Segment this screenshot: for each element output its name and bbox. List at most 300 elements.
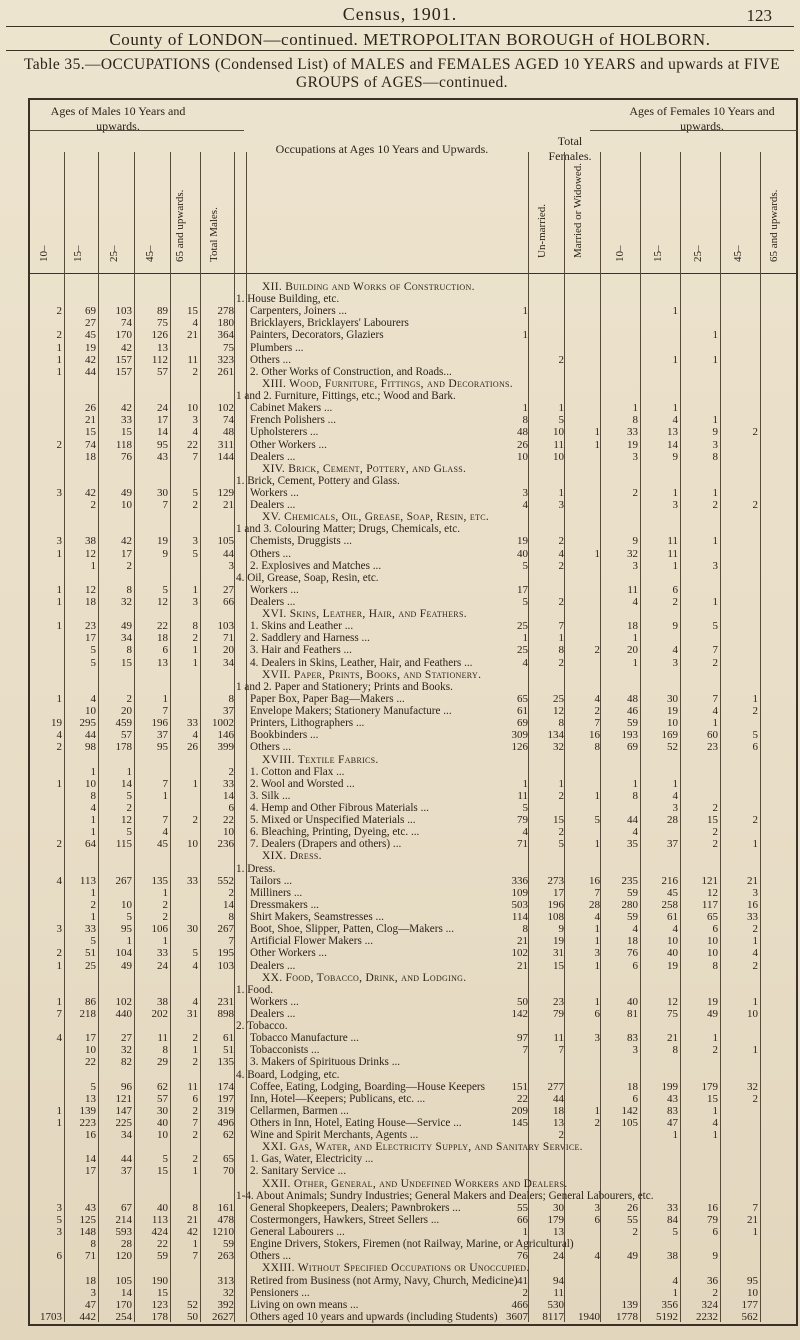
- female-count-cell: 1: [632, 777, 638, 790]
- occupation-label: Bookbinders ...: [250, 729, 319, 742]
- male-count-cell: 6: [56, 1250, 62, 1263]
- female-count-cell: 1: [752, 1044, 758, 1057]
- female-count-cell: 9: [632, 535, 638, 548]
- male-count-cell: 1: [192, 1238, 198, 1251]
- male-count-cell: 1: [192, 1165, 198, 1178]
- female-count-cell: 19: [627, 438, 638, 451]
- occupation-label: Shirt Makers, Seamstresses ...: [250, 911, 384, 924]
- female-count-cell: 235: [621, 874, 638, 887]
- female-count-cell: 2: [522, 1286, 528, 1299]
- male-count-cell: 25: [85, 959, 96, 972]
- female-count-cell: 2: [632, 486, 638, 499]
- female-count-cell: 41: [517, 1274, 528, 1287]
- male-count-cell: 552: [217, 874, 234, 887]
- female-count-cell: 1: [632, 656, 638, 669]
- female-count-cell: 13: [553, 1117, 564, 1130]
- female-count-cell: 530: [547, 1298, 564, 1311]
- male-count-cell: 197: [217, 1092, 234, 1105]
- female-count-cell: 5: [522, 559, 528, 572]
- female-count-cell: 5: [712, 620, 718, 633]
- male-count-cell: 20: [223, 644, 234, 657]
- female-count-cell: 3: [752, 886, 758, 899]
- male-count-cell: 4: [56, 1032, 62, 1045]
- female-count-cell: 7: [712, 692, 718, 705]
- male-count-cell: 11: [157, 1032, 168, 1045]
- female-count-cell: 142: [621, 1104, 638, 1117]
- occupation-group-heading: XXII. Other, General, and Undefined Workers and Dealers.: [262, 1177, 568, 1190]
- occupation-label: 2. Other Works of Construction, and Roads...: [250, 365, 452, 378]
- col-m-45: 45–: [144, 245, 156, 262]
- male-count-cell: 1: [192, 777, 198, 790]
- male-count-cell: 10: [121, 499, 132, 512]
- male-count-cell: 1: [90, 911, 96, 924]
- female-count-cell: 44: [627, 814, 638, 827]
- female-count-cell: 2: [558, 789, 564, 802]
- female-count-cell: 4: [672, 1274, 678, 1287]
- male-count-cell: 10: [85, 1044, 96, 1057]
- occupation-label: Bricklayers, Bricklayers' Labourers: [250, 317, 409, 330]
- female-count-cell: 105: [621, 1117, 638, 1130]
- male-count-cell: 3: [192, 535, 198, 548]
- female-count-cell: 3: [558, 499, 564, 512]
- male-count-cell: 115: [115, 838, 132, 851]
- female-count-cell: 1: [522, 402, 528, 415]
- table-title: Table 35.—OCCUPATIONS (Condensed List) of MALES and FEMALES AGED 10 YEARS and upwards at FIVE GROUPS of AGES—continued.: [23, 56, 781, 91]
- female-count-cell: 1: [672, 1286, 678, 1299]
- male-count-cell: 105: [217, 535, 234, 548]
- male-count-cell: 38: [157, 995, 168, 1008]
- occupation-label: 2. Explosives and Matches ...: [250, 559, 382, 572]
- male-count-cell: 31: [187, 1007, 198, 1020]
- female-count-cell: 19: [667, 959, 678, 972]
- male-count-cell: 22: [223, 814, 234, 827]
- female-count-cell: 95: [747, 1274, 758, 1287]
- male-count-cell: 8: [126, 644, 132, 657]
- male-count-cell: 57: [157, 1092, 168, 1105]
- male-count-cell: 5: [90, 644, 96, 657]
- male-count-cell: 14: [121, 1286, 132, 1299]
- male-count-cell: 4: [56, 729, 62, 742]
- male-count-cell: 5: [90, 1080, 96, 1093]
- male-count-cell: 57: [157, 365, 168, 378]
- male-count-cell: 95: [157, 741, 168, 754]
- male-count-cell: 3: [192, 596, 198, 609]
- male-count-cell: 74: [121, 317, 132, 330]
- female-count-cell: 11: [517, 789, 528, 802]
- male-count-cell: 66: [223, 596, 234, 609]
- male-count-cell: 96: [121, 1080, 132, 1093]
- male-count-cell: 178: [115, 741, 132, 754]
- male-count-cell: 15: [187, 305, 198, 318]
- female-count-cell: 1: [672, 486, 678, 499]
- female-count-cell: 48: [627, 692, 638, 705]
- male-count-cell: 15: [157, 1286, 168, 1299]
- female-count-cell: 94: [553, 1274, 564, 1287]
- female-count-cell: 30: [667, 692, 678, 705]
- male-count-cell: 3: [228, 559, 234, 572]
- male-count-cell: 71: [85, 1250, 96, 1263]
- male-count-cell: 1: [56, 692, 62, 705]
- female-count-cell: 1: [558, 632, 564, 645]
- female-count-cell: 33: [667, 1201, 678, 1214]
- male-count-cell: 5: [162, 583, 168, 596]
- occupation-label: Living on own means ...: [250, 1298, 359, 1311]
- female-count-cell: 2: [752, 705, 758, 718]
- male-count-cell: 2: [90, 499, 96, 512]
- male-count-cell: 7: [228, 935, 234, 948]
- male-count-cell: 1: [192, 583, 198, 596]
- column-rule: [760, 152, 761, 1322]
- male-count-cell: 2: [162, 898, 168, 911]
- male-count-cell: 236: [217, 838, 234, 851]
- female-count-cell: 44: [553, 1092, 564, 1105]
- female-count-cell: 6: [672, 583, 678, 596]
- female-count-cell: 10: [707, 947, 718, 960]
- female-count-cell: 36: [707, 1274, 718, 1287]
- female-count-cell: 4: [712, 1117, 718, 1130]
- occupation-label: Dealers ...: [250, 450, 296, 463]
- female-count-cell: 15: [707, 814, 718, 827]
- female-count-cell: 1: [712, 353, 718, 366]
- occupation-label: Others ...: [250, 547, 292, 560]
- occupation-label: Printers, Lithographers ...: [250, 717, 365, 730]
- occupation-label: Tobacconists ...: [250, 1044, 320, 1057]
- male-count-cell: 14: [121, 777, 132, 790]
- page-number: 123: [746, 6, 772, 25]
- female-count-cell: 1: [522, 329, 528, 342]
- col-m-65: 65 and upwards.: [174, 189, 186, 262]
- occupation-label: Others in Inn, Hotel, Eating House—Service ...: [250, 1117, 462, 1130]
- male-count-cell: 392: [217, 1298, 234, 1311]
- column-rule: [680, 152, 681, 1322]
- male-count-cell: 1: [56, 365, 62, 378]
- female-count-cell: 7: [594, 717, 600, 730]
- female-count-cell: 3: [594, 1201, 600, 1214]
- male-count-cell: 1: [56, 353, 62, 366]
- female-count-cell: 5: [558, 838, 564, 851]
- occupation-group-heading: XIII. Wood, Furniture, Fittings, and Decorations.: [262, 377, 513, 390]
- female-count-cell: 5: [558, 414, 564, 427]
- female-count-cell: 21: [667, 1032, 678, 1045]
- male-count-cell: 1: [90, 814, 96, 827]
- female-count-cell: 1: [594, 426, 600, 439]
- male-count-cell: 30: [157, 486, 168, 499]
- male-count-cell: 178: [151, 1310, 168, 1323]
- female-count-cell: 17: [553, 886, 564, 899]
- female-count-cell: 102: [511, 947, 528, 960]
- male-count-cell: 30: [187, 923, 198, 936]
- male-count-cell: 7: [162, 814, 168, 827]
- female-count-cell: 61: [517, 705, 528, 718]
- male-count-cell: 49: [121, 959, 132, 972]
- female-count-cell: 3607: [506, 1310, 528, 1323]
- male-count-cell: 82: [121, 1056, 132, 1069]
- female-count-cell: 14: [667, 438, 678, 451]
- occupation-label: 2. Wool and Worsted ...: [250, 777, 355, 790]
- female-count-cell: 2: [558, 535, 564, 548]
- female-count-cell: 2232: [696, 1310, 718, 1323]
- female-count-cell: 60: [707, 729, 718, 742]
- male-count-cell: 180: [217, 317, 234, 330]
- female-count-cell: 24: [553, 1250, 564, 1263]
- male-count-cell: 24: [157, 959, 168, 972]
- female-count-cell: 142: [511, 1007, 528, 1020]
- col-m-10: 10–: [38, 245, 50, 262]
- male-count-cell: 2: [56, 838, 62, 851]
- female-count-cell: 12: [553, 705, 564, 718]
- male-count-cell: 17: [85, 632, 96, 645]
- male-count-cell: 34: [121, 632, 132, 645]
- male-count-cell: 112: [151, 353, 168, 366]
- female-count-cell: 79: [553, 1007, 564, 1020]
- male-count-cell: 14: [223, 789, 234, 802]
- male-count-cell: 2: [192, 1056, 198, 1069]
- female-count-cell: 1: [712, 717, 718, 730]
- female-count-cell: 30: [553, 1201, 564, 1214]
- male-count-cell: 74: [85, 438, 96, 451]
- male-count-cell: 2: [228, 886, 234, 899]
- female-count-cell: 216: [661, 874, 678, 887]
- female-count-cell: 50: [517, 995, 528, 1008]
- female-count-cell: 9: [712, 426, 718, 439]
- male-count-cell: 442: [79, 1310, 96, 1323]
- male-count-cell: 19: [157, 535, 168, 548]
- male-count-cell: 19: [85, 341, 96, 354]
- female-count-cell: 11: [627, 583, 638, 596]
- female-count-cell: 6: [594, 1007, 600, 1020]
- female-count-cell: 76: [627, 947, 638, 960]
- male-count-cell: 113: [151, 1213, 168, 1226]
- female-count-cell: 3: [594, 1032, 600, 1045]
- male-count-cell: 32: [121, 1044, 132, 1057]
- female-count-cell: 79: [707, 1213, 718, 1226]
- male-count-cell: 2: [126, 559, 132, 572]
- female-count-cell: 3: [672, 656, 678, 669]
- female-count-cell: 47: [667, 1117, 678, 1130]
- header-rule: [30, 130, 244, 131]
- male-count-cell: 120: [115, 1250, 132, 1263]
- female-count-cell: 503: [511, 898, 528, 911]
- female-count-cell: 1: [632, 402, 638, 415]
- female-count-cell: 71: [517, 838, 528, 851]
- female-count-cell: 7: [522, 1044, 528, 1057]
- female-count-cell: 193: [621, 729, 638, 742]
- male-count-cell: 311: [217, 438, 234, 451]
- female-count-cell: 336: [511, 874, 528, 887]
- female-count-cell: 1: [712, 535, 718, 548]
- male-count-cell: 22: [157, 620, 168, 633]
- male-count-cell: 123: [151, 1298, 168, 1311]
- male-count-cell: 214: [115, 1213, 132, 1226]
- male-count-cell: 21: [187, 329, 198, 342]
- female-count-cell: 10: [707, 935, 718, 948]
- female-count-cell: 4: [522, 826, 528, 839]
- col-unmarried: Un-married.: [536, 203, 548, 258]
- occupation-label: Dealers ...: [250, 499, 296, 512]
- female-count-cell: 134: [547, 729, 564, 742]
- female-count-cell: 2: [752, 426, 758, 439]
- occupation-label: Dealers ...: [250, 959, 296, 972]
- occupation-label: Upholsterers ...: [250, 426, 319, 439]
- occupation-label: French Polishers ...: [250, 414, 337, 427]
- female-count-cell: 9: [672, 450, 678, 463]
- female-count-cell: 3: [672, 499, 678, 512]
- male-count-cell: 7: [162, 705, 168, 718]
- col-f-45: 45–: [732, 245, 744, 262]
- occupation-label: Workers ...: [250, 583, 299, 596]
- female-count-cell: 2: [558, 353, 564, 366]
- female-count-cell: 40: [627, 995, 638, 1008]
- female-count-cell: 83: [627, 1032, 638, 1045]
- female-count-cell: 151: [511, 1080, 528, 1093]
- female-count-cell: 23: [553, 995, 564, 1008]
- male-count-cell: 5: [126, 826, 132, 839]
- female-count-cell: 466: [511, 1298, 528, 1311]
- male-count-cell: 440: [115, 1007, 132, 1020]
- male-count-cell: 33: [187, 717, 198, 730]
- male-count-cell: 1: [192, 656, 198, 669]
- male-count-cell: 147: [115, 1104, 132, 1117]
- female-count-cell: 10: [667, 717, 678, 730]
- col-f-25: 25–: [692, 245, 704, 262]
- female-count-cell: 21: [517, 935, 528, 948]
- male-count-cell: 5: [126, 911, 132, 924]
- male-count-cell: 102: [115, 995, 132, 1008]
- occupation-label: 3. Hair and Feathers ...: [250, 644, 352, 657]
- male-count-cell: 13: [85, 1092, 96, 1105]
- male-count-cell: 1: [56, 620, 62, 633]
- female-count-cell: 35: [627, 838, 638, 851]
- male-count-cell: 17: [85, 1165, 96, 1178]
- male-count-cell: 254: [115, 1310, 132, 1323]
- female-count-cell: 7: [752, 1201, 758, 1214]
- female-count-cell: 8: [522, 414, 528, 427]
- male-count-cell: 6: [228, 802, 234, 814]
- female-count-cell: 10: [667, 935, 678, 948]
- male-count-cell: 278: [217, 305, 234, 318]
- male-count-cell: 195: [217, 947, 234, 960]
- female-count-cell: 3: [632, 559, 638, 572]
- male-count-cell: 1: [56, 596, 62, 609]
- male-count-cell: 174: [217, 1080, 234, 1093]
- male-count-cell: 190: [151, 1274, 168, 1287]
- male-count-cell: 10: [187, 838, 198, 851]
- male-count-cell: 44: [121, 1153, 132, 1166]
- male-count-cell: 20: [121, 705, 132, 718]
- occupation-subgroup-heading: 1-4. About Animals; Sundry Industries; General Makers and Dealers; General Labourers, etc.: [236, 1189, 654, 1202]
- column-rule: [234, 152, 235, 1322]
- female-count-cell: 32: [553, 741, 564, 754]
- male-count-cell: 4: [192, 959, 198, 972]
- male-count-cell: 6: [162, 644, 168, 657]
- male-count-cell: 1703: [40, 1310, 62, 1323]
- female-count-cell: 6: [632, 959, 638, 972]
- female-count-cell: 4: [522, 499, 528, 512]
- female-count-cell: 83: [667, 1104, 678, 1117]
- male-count-cell: 33: [85, 923, 96, 936]
- column-rule: [640, 152, 641, 1322]
- male-count-cell: 86: [85, 995, 96, 1008]
- female-count-cell: 12: [707, 886, 718, 899]
- female-count-cell: 81: [627, 1007, 638, 1020]
- male-count-cell: 21: [223, 499, 234, 512]
- female-count-cell: 1: [558, 402, 564, 415]
- male-count-cell: 10: [187, 402, 198, 415]
- female-count-cell: 3: [712, 438, 718, 451]
- occupation-label: Artificial Flower Makers ...: [250, 935, 374, 948]
- female-count-cell: 97: [517, 1032, 528, 1045]
- occupation-label: Others ...: [250, 1250, 292, 1263]
- occupation-group-heading: XVIII. Textile Fabrics.: [262, 753, 379, 766]
- female-count-cell: 1: [558, 486, 564, 499]
- male-count-cell: 89: [157, 305, 168, 318]
- male-count-cell: 1: [126, 935, 132, 948]
- male-count-cell: 2: [126, 692, 132, 705]
- female-count-cell: 16: [707, 1201, 718, 1214]
- female-count-cell: 18: [627, 620, 638, 633]
- male-count-cell: 45: [157, 838, 168, 851]
- female-count-cell: 1: [558, 777, 564, 790]
- male-count-cell: 3: [56, 486, 62, 499]
- male-count-cell: 4: [90, 802, 96, 814]
- male-count-cell: 121: [115, 1092, 132, 1105]
- male-count-cell: 27: [85, 317, 96, 330]
- male-count-cell: 47: [85, 1298, 96, 1311]
- female-count-cell: 49: [707, 1007, 718, 1020]
- female-count-cell: 25: [553, 692, 564, 705]
- occupation-label: General Labourers ...: [250, 1226, 345, 1239]
- male-count-cell: 1: [162, 789, 168, 802]
- female-count-cell: 4: [522, 656, 528, 669]
- female-count-cell: 66: [517, 1213, 528, 1226]
- female-count-cell: 10: [553, 426, 564, 439]
- female-count-cell: 2: [712, 826, 718, 839]
- female-count-cell: 28: [667, 814, 678, 827]
- male-count-cell: 8: [192, 1201, 198, 1214]
- male-count-cell: 5: [126, 789, 132, 802]
- occupation-label: Boot, Shoe, Slipper, Patten, Clog—Makers ...: [250, 923, 455, 936]
- females-ages-heading: Ages of Females 10 Years and upwards.: [629, 104, 775, 133]
- male-count-cell: 103: [217, 959, 234, 972]
- female-count-cell: 28: [589, 898, 600, 911]
- female-count-cell: 139: [621, 1298, 638, 1311]
- occupation-label: 1. Cotton and Flax ...: [250, 765, 345, 778]
- male-count-cell: 23: [85, 620, 96, 633]
- female-count-cell: 8: [632, 789, 638, 802]
- female-count-cell: 209: [511, 1104, 528, 1117]
- female-count-cell: 8117: [542, 1310, 564, 1323]
- occupation-label: Others ...: [250, 353, 292, 366]
- male-count-cell: 10: [85, 705, 96, 718]
- male-count-cell: 135: [217, 1056, 234, 1069]
- male-count-cell: 22: [187, 438, 198, 451]
- occupation-label: Wine and Spirit Merchants, Agents ...: [250, 1129, 419, 1142]
- female-count-cell: 3: [632, 450, 638, 463]
- female-count-cell: 38: [667, 1250, 678, 1263]
- male-count-cell: 70: [223, 1165, 234, 1178]
- occupation-group-heading: XVII. Paper, Prints, Books, and Stationery.: [262, 668, 482, 681]
- occupation-label: Other Workers ...: [250, 438, 327, 451]
- male-count-cell: 7: [192, 450, 198, 463]
- male-count-cell: 1: [56, 583, 62, 596]
- male-count-cell: 2: [192, 632, 198, 645]
- female-count-cell: 126: [511, 741, 528, 754]
- male-count-cell: 43: [157, 450, 168, 463]
- female-count-cell: 1: [672, 353, 678, 366]
- male-count-cell: 49: [121, 620, 132, 633]
- male-count-cell: 2: [192, 814, 198, 827]
- male-count-cell: 18: [85, 1274, 96, 1287]
